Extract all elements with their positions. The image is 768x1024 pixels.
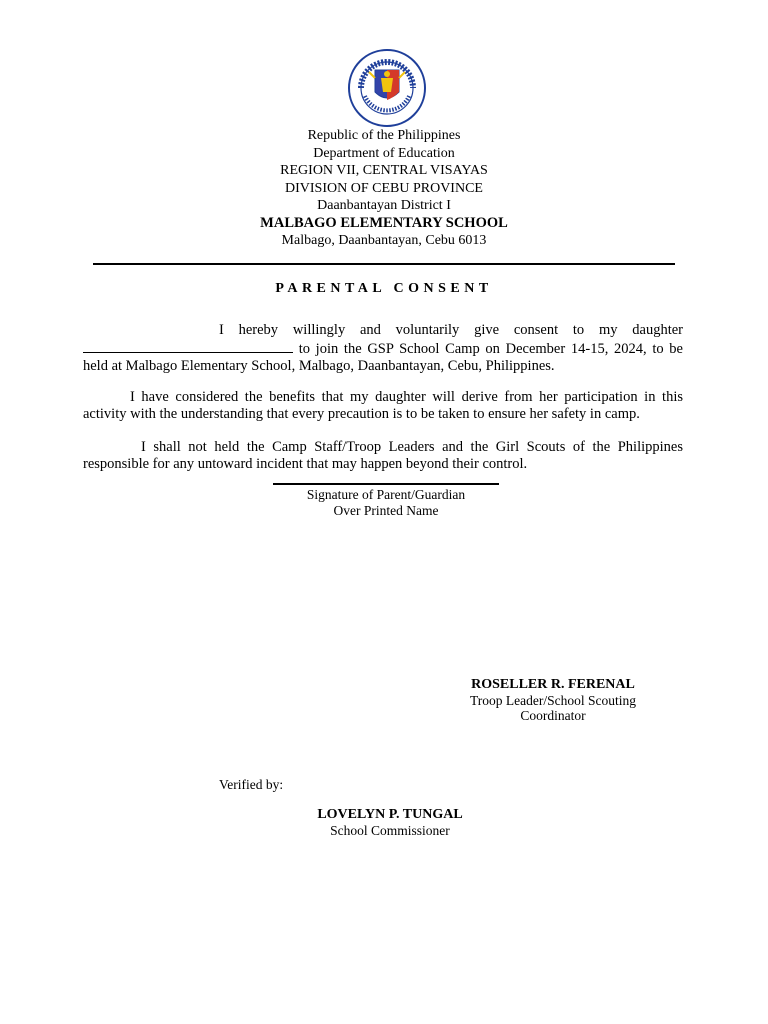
letterhead	[0, 127, 768, 250]
commissioner-block	[300, 807, 480, 838]
signature-subcaption: Over Printed Name	[333, 502, 439, 518]
signature-line[interactable]	[273, 483, 499, 485]
letterhead-divider	[93, 263, 675, 265]
daughter-name-blank[interactable]	[83, 339, 293, 353]
commissioner-title: School Commissioner	[330, 822, 450, 838]
troop-leader-title: Troop Leader/School Scouting	[470, 692, 636, 708]
letterhead-republic: Republic of the Philippines	[307, 128, 461, 143]
consent-paragraph-1	[83, 322, 683, 375]
consent-paragraph-2: I have considered the benefits that my daughter will derive from her participation in this activity with the understanding that every precaution is to be taken to ensure her safety in camp.	[83, 389, 683, 422]
document-title: PARENTAL CONSENT	[275, 281, 493, 296]
troop-leader-name: ROSELLER R. FERENAL	[471, 677, 635, 692]
signature-block	[273, 487, 499, 518]
letterhead-address: Malbago, Daanbantayan, Cebu 6013	[281, 233, 487, 248]
commissioner-name: LOVELYN P. TUNGAL	[317, 807, 463, 822]
troop-leader-block	[453, 677, 653, 724]
deped-seal-logo	[347, 48, 427, 128]
letterhead-district: Daanbantayan District I	[317, 198, 451, 213]
consent-paragraph-1-start: I hereby willingly and voluntarily give consent to my daughter	[219, 322, 683, 338]
letterhead-division: DIVISION OF CEBU PROVINCE	[285, 180, 483, 196]
letterhead-department: Department of Education	[313, 145, 455, 161]
consent-paragraph-1-end: to join the GSP School Camp on December 14-15, 2024, to be held at Malbago Elementary School, Malbago, Daanbantayan, Cebu, Philippines.	[83, 341, 683, 374]
verified-by-label: Verified by:	[219, 777, 284, 792]
letterhead-school-name: MALBAGO ELEMENTARY SCHOOL	[260, 214, 508, 231]
consent-paragraph-3: I shall not held the Camp Staff/Troop Leaders and the Girl Scouts of the Philippines responsible for any untoward incident that may happen beyond their control.	[83, 439, 683, 472]
signature-caption: Signature of Parent/Guardian	[306, 487, 466, 502]
letterhead-region: REGION VII, CENTRAL VISAYAS	[280, 163, 488, 178]
troop-leader-title-2: Coordinator	[520, 708, 586, 723]
